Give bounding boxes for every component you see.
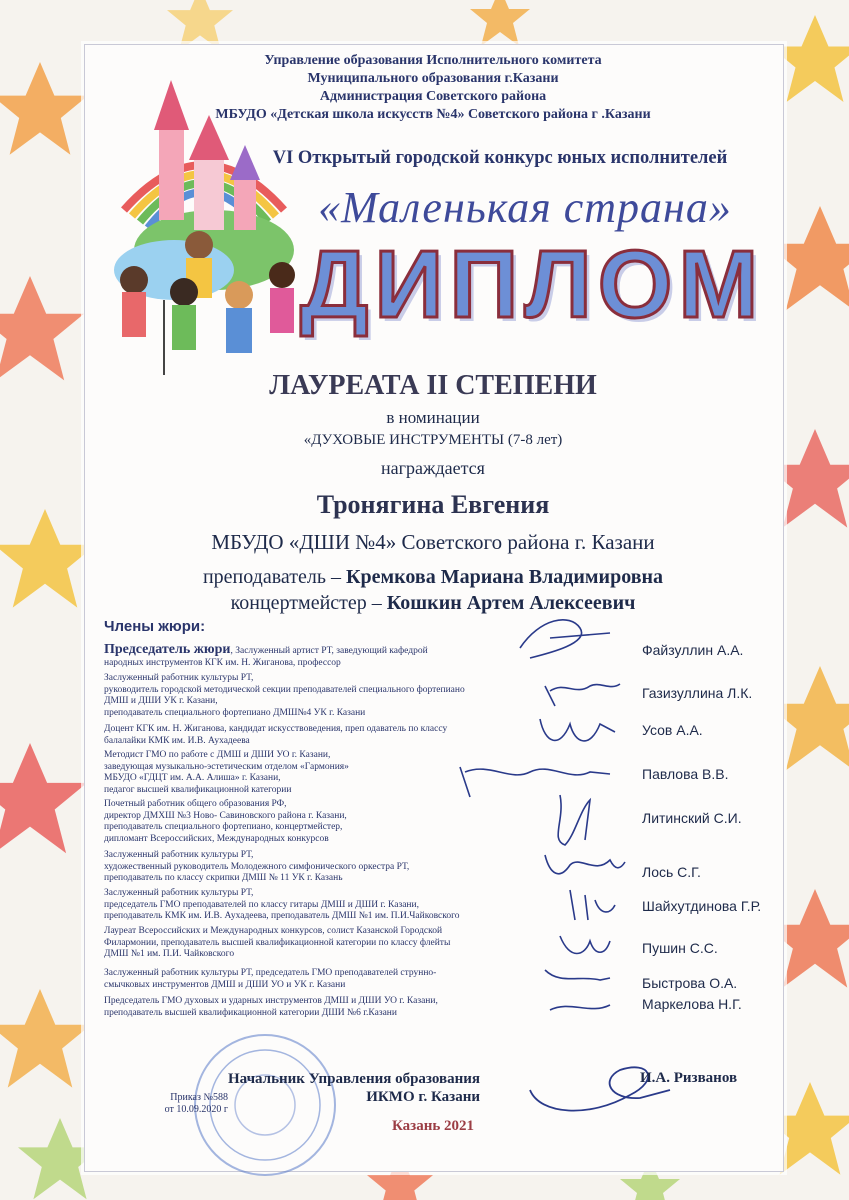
jury-name-3: Усов А.А. bbox=[642, 722, 703, 738]
jury-chair-desc-2: народных инструментов КГК им. Н. Жиганова, профессор bbox=[104, 657, 341, 668]
accompanist-line bbox=[84, 592, 782, 615]
order-number: Приказ №588 bbox=[170, 1092, 228, 1103]
jury-member-7 bbox=[104, 926, 504, 961]
issuer-header bbox=[84, 52, 782, 124]
jury-desc-line: преподаватель КМК им. И.В. Аухадеева, преподаватель ДМШ №1 им. П.И.Чайковского bbox=[104, 911, 460, 921]
accompanist-label: концертмейстер – bbox=[230, 592, 387, 614]
diploma-heading: ДИПЛОМ bbox=[300, 231, 765, 338]
jury-name-10: Маркелова Н.Г. bbox=[642, 996, 742, 1012]
order-date: от 10.09.2020 г bbox=[164, 1104, 228, 1115]
jury-desc-line: Методист ГМО по работе с ДМШ и ДШИ УО г. Казани, bbox=[104, 750, 331, 760]
jury-member-4 bbox=[104, 799, 504, 845]
head-title-line-2: ИКМО г. Казани bbox=[366, 1089, 480, 1105]
jury-desc-line: смычковых инструментов ДМШ и ДШИ УО и УК г. Казани bbox=[104, 979, 346, 990]
jury-desc-line: МБУДО «ГДЦТ им. А.А. Алиша» г. Казани, bbox=[104, 773, 281, 783]
jury-desc-line: Председатель ГМО духовых и ударных инструментов ДМШ и ДШИ УО г. Казани, bbox=[104, 996, 438, 1006]
signature-1-image bbox=[450, 608, 640, 668]
jury-member-2 bbox=[104, 724, 504, 747]
teacher-label: преподаватель – bbox=[202, 566, 346, 588]
jury-name-6: Лось С.Г. bbox=[642, 864, 701, 880]
accompanist-name: Кошкин Артем Алексеевич bbox=[386, 592, 636, 614]
issuer-line-3: Администрация Советского района bbox=[319, 89, 547, 104]
jury-desc-line: Лауреат Всероссийских и Международных конкурсов, солист Казанской Городской bbox=[104, 926, 443, 936]
jury-member-5 bbox=[104, 850, 504, 885]
issuer-line-1: Управление образования Исполнительного комитета bbox=[264, 53, 602, 68]
jury-desc-line: дипломант Всероссийских, Международных конкурсов bbox=[104, 833, 329, 844]
jury-desc-line: Заслуженный работник культуры РТ, bbox=[104, 888, 254, 898]
jury-member-1 bbox=[104, 673, 504, 719]
jury-name-2: Газизуллина Л.К. bbox=[642, 685, 753, 701]
laureate-degree: ЛАУРЕАТА II СТЕПЕНИ bbox=[269, 370, 597, 401]
jury-name-9: Быстрова О.А. bbox=[642, 975, 738, 991]
contest-name: «Маленькая страна» bbox=[318, 183, 732, 232]
jury-desc-line: педагог высшей квалификационной категории bbox=[104, 784, 292, 795]
jury-desc-line: Заслуженный работник культуры РТ, председатель ГМО преподавателей струнно- bbox=[104, 968, 437, 978]
order-reference bbox=[158, 1092, 228, 1116]
issuer-line-2: Муниципального образования г.Казани bbox=[307, 71, 559, 86]
jury-member-6 bbox=[104, 888, 504, 923]
jury-chair bbox=[104, 644, 504, 669]
jury-member-8 bbox=[104, 968, 504, 991]
jury-desc-line: Заслуженный работник культуры РТ, bbox=[104, 850, 254, 860]
awarded-label: награждается bbox=[381, 458, 485, 478]
jury-chair-desc: , Заслуженный артист РТ, заведующий кафедрой bbox=[230, 646, 428, 656]
in-nomination-label: в номинации bbox=[386, 408, 480, 427]
head-title-line-1: Начальник Управления образования bbox=[228, 1071, 480, 1087]
jury-desc-line: преподаватель по классу скрипки ДМШ № 11 УК г. Казань bbox=[104, 873, 343, 883]
teacher-line bbox=[84, 566, 782, 589]
contest-title: VI Открытый городской конкурс юных исполнителей bbox=[272, 148, 728, 168]
jury-desc-line: художественный руководитель Молодежного симфонического оркестра РТ, bbox=[104, 861, 410, 872]
jury-desc-line: преподаватель высшей квалификационной категории ДШИ №6 г.Казани bbox=[104, 1007, 397, 1018]
jury-name-5: Литинский С.И. bbox=[642, 810, 742, 826]
jury-desc-line: руководитель городской методической секции преподавателей специального фортепиано bbox=[104, 684, 465, 695]
jury-desc-line: Заслуженный работник культуры РТ, bbox=[104, 673, 254, 683]
jury-desc-line: балалайки КМК им. И.В. Аухадеева bbox=[104, 735, 250, 746]
winner-school: МБУДО «ДШИ №4» Советского района г. Казани bbox=[211, 530, 655, 554]
jury-name-4: Павлова В.В. bbox=[642, 766, 729, 782]
jury-member-9 bbox=[104, 996, 504, 1019]
teacher-name: Кремкова Мариана Владимировна bbox=[346, 566, 664, 588]
jury-name-8: Пушин С.С. bbox=[642, 940, 718, 956]
jury-desc-line: ДМШ №1 им. П.И. Чайковского bbox=[104, 949, 235, 959]
city-year: Казань 2021 bbox=[391, 1118, 475, 1134]
head-name: И.А. Ризванов bbox=[640, 1070, 738, 1086]
jury-desc-line: Доцент КГК им. Н. Жиганова, кандидат искусствоведения, преп одаватель по классу bbox=[104, 724, 448, 734]
signature-9-image bbox=[450, 960, 640, 1020]
jury-desc-line: преподаватель специального фортепиано ДМШ№4 УК г. Казани bbox=[104, 707, 366, 718]
jury-desc-line: Почетный работник общего образования РФ, bbox=[104, 799, 287, 809]
jury-name-1: Файзуллин А.А. bbox=[642, 642, 744, 658]
jury-member-3 bbox=[104, 750, 504, 796]
jury-chair-lead: Председатель жюри bbox=[104, 642, 231, 657]
jury-desc-line: председатель ГМО преподавателей по классу гитары ДМШ и ДШИ г. Казани, bbox=[104, 899, 419, 910]
jury-title: Члены жюри: bbox=[104, 618, 206, 635]
jury-desc-line: Филармонии, преподаватель высшей квалификационной категории по классу флейты bbox=[104, 937, 451, 948]
nomination: «ДУХОВЫЕ ИНСТРУМЕНТЫ (7-8 лет) bbox=[303, 432, 563, 448]
jury-name-7: Шайхутдинова Г.Р. bbox=[642, 898, 762, 914]
winner-name: Тронягина Евгения bbox=[316, 490, 550, 519]
jury-desc-line: ДМШ и ДШИ УК г. Казани, bbox=[104, 696, 218, 706]
jury-desc-line: заведующая музыкально-эстетическим отделом «Гармония» bbox=[104, 761, 349, 772]
jury-desc-line: директор ДМХШ №3 Ново- Савиновского района г. Казани, bbox=[104, 810, 347, 821]
jury-desc-line: преподаватель специального фортепиано, концертмейстер, bbox=[104, 822, 343, 832]
issuer-line-4: МБУДО «Детская школа искусств №4» Советского района г .Казани bbox=[215, 107, 651, 122]
